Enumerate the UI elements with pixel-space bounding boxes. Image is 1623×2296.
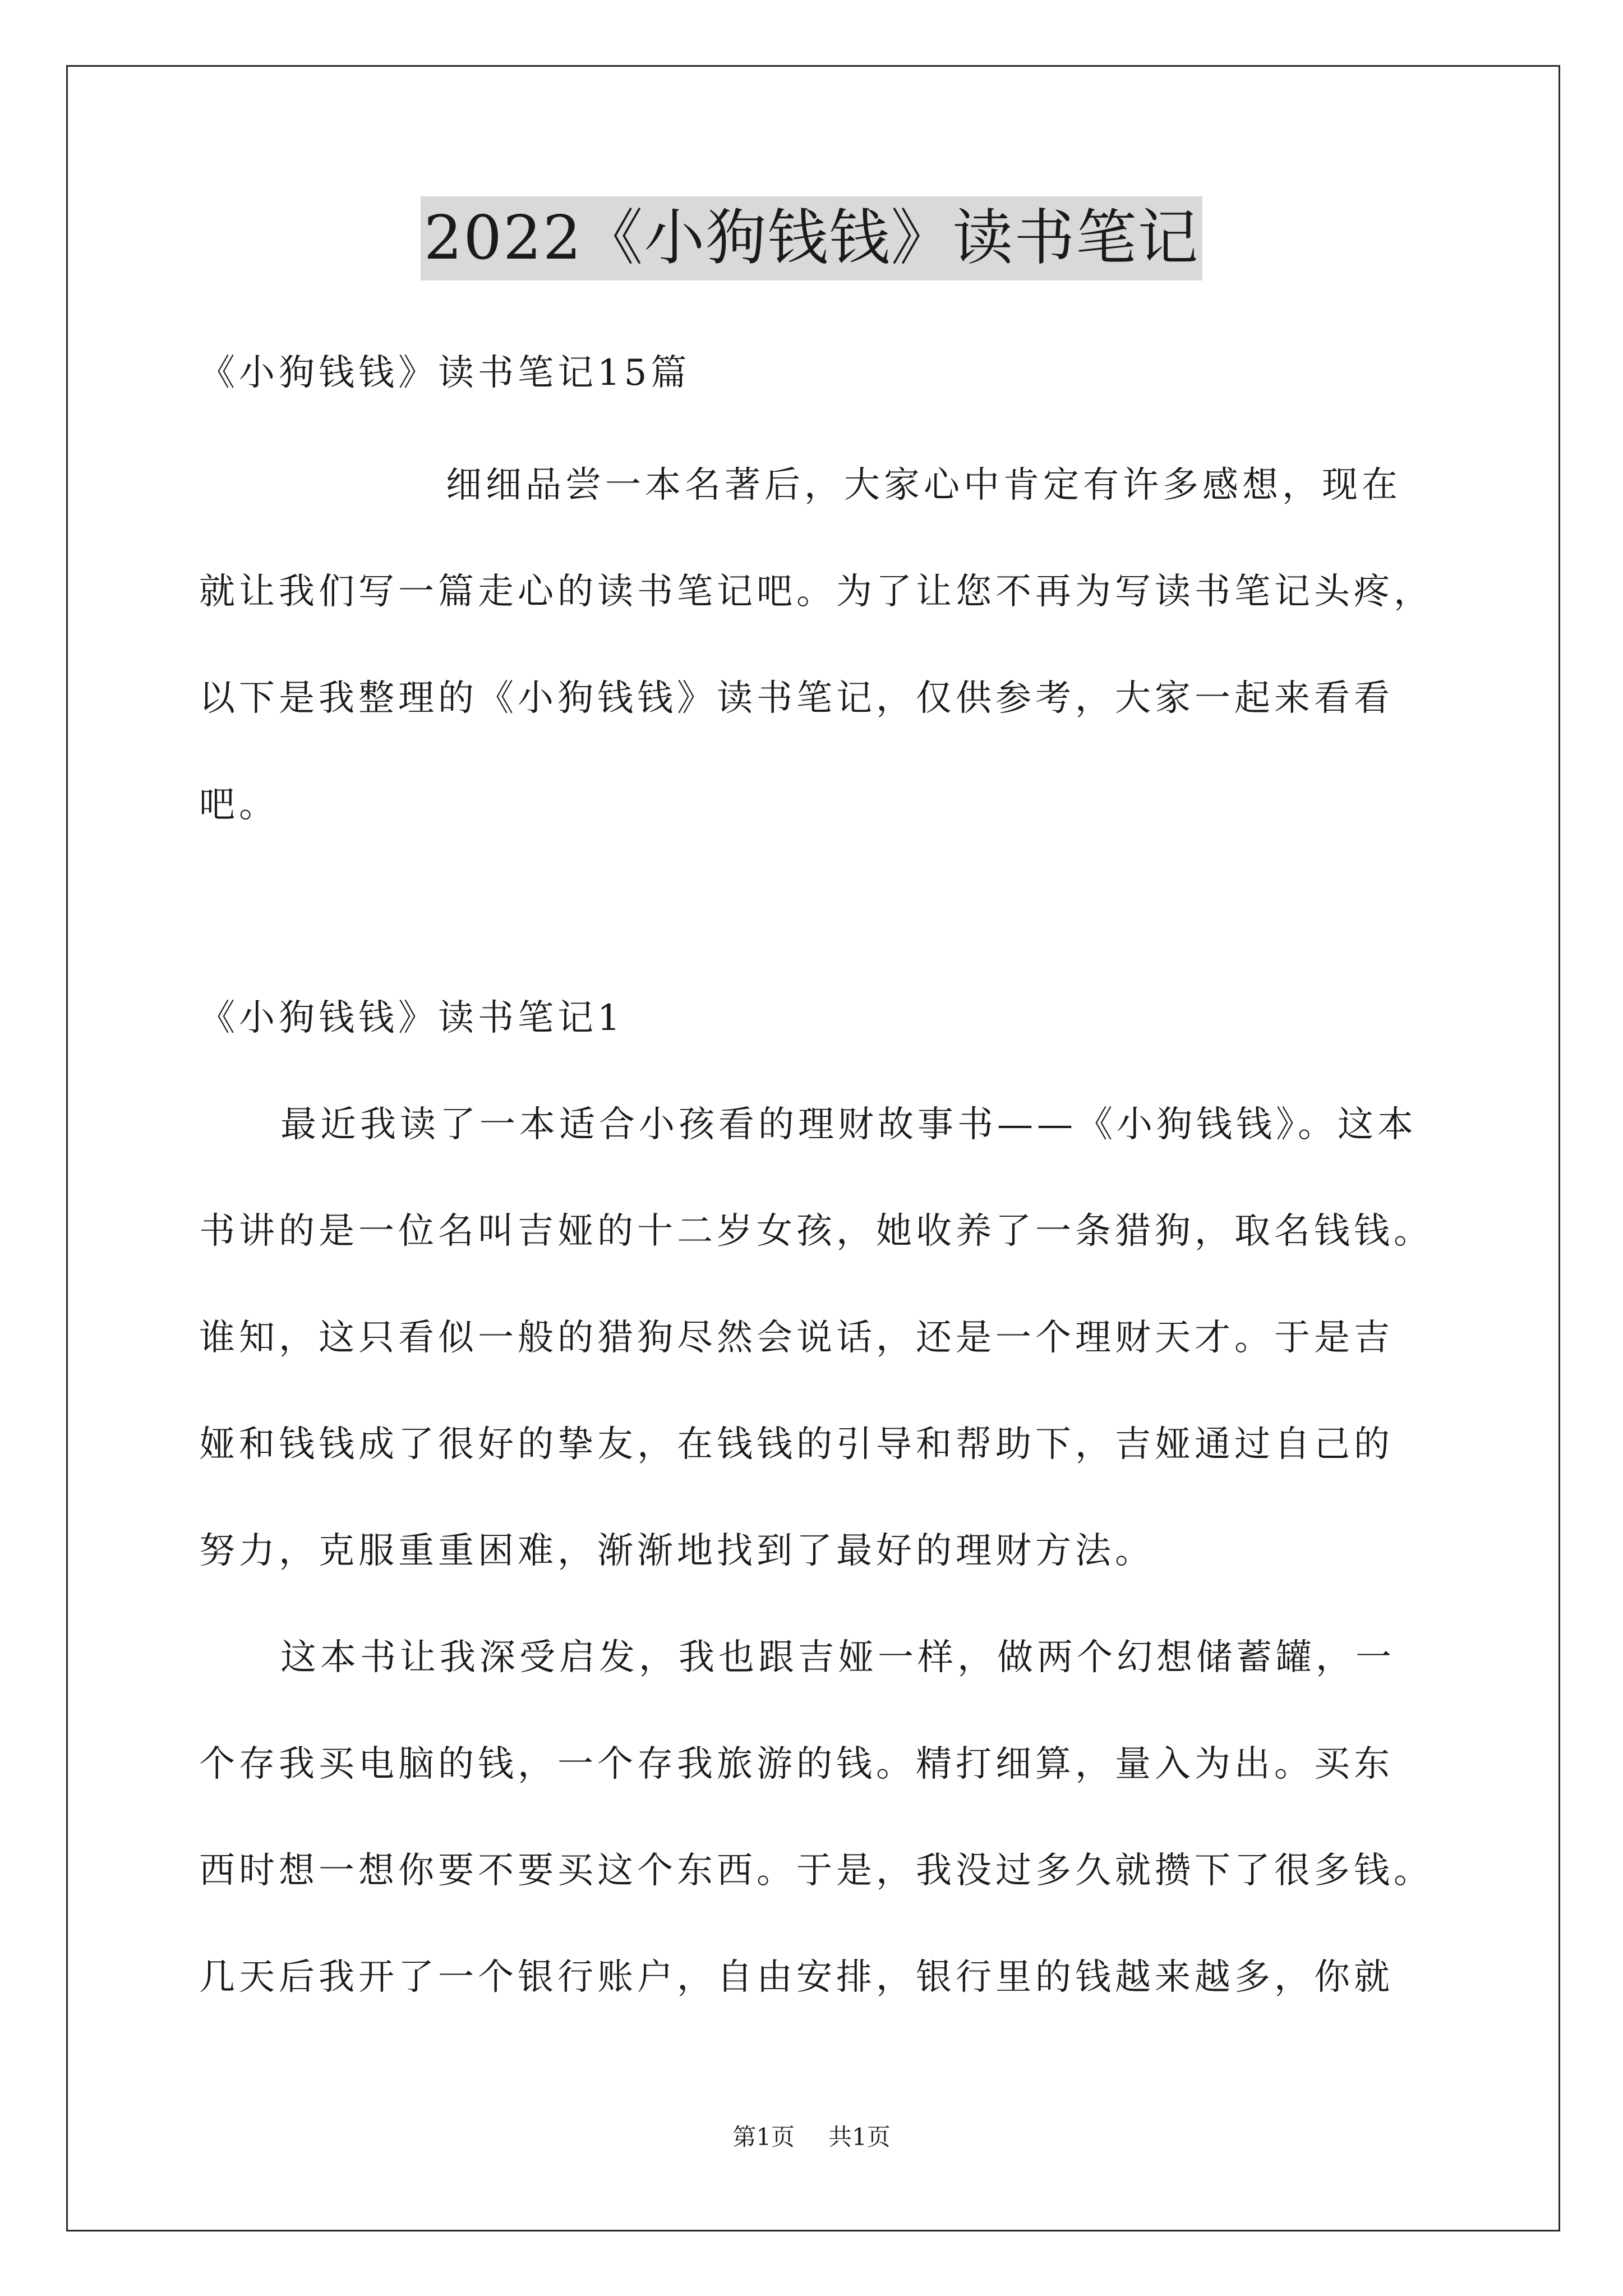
paragraph-line: 最近我读了一本适合小孩看的理财故事书——《小狗钱钱》。这本	[280, 1104, 1417, 1145]
document-title: 2022《小狗钱钱》读书笔记	[421, 196, 1203, 280]
paragraph-line: 西时想一想你要不要买这个东西。于是，我没过多久就攒下了很多钱。	[199, 1850, 1433, 1892]
intro-line: 吧。	[199, 784, 279, 826]
paragraph-line: 娅和钱钱成了很好的挚友，在钱钱的引导和帮助下，吉娅通过自己的	[199, 1424, 1394, 1465]
page-total: 共1页	[828, 2123, 891, 2151]
paragraph-line: 书讲的是一位名叫吉娅的十二岁女孩，她收养了一条猎狗，取名钱钱。	[199, 1211, 1433, 1252]
page-footer	[0, 2120, 1623, 2154]
paragraph-line: 几天后我开了一个银行账户，自由安排，银行里的钱越来越多，你就	[199, 1957, 1394, 1998]
paragraph-line: 谁知，这只看似一般的猎狗尽然会说话，还是一个理财天才。于是吉	[199, 1317, 1394, 1359]
intro-line: 就让我们写一篇走心的读书笔记吧。为了让您不再为写读书笔记头疼，	[199, 571, 1433, 613]
section-heading: 《小狗钱钱》读书笔记1	[199, 997, 624, 1039]
title-container	[0, 196, 1623, 280]
paragraph-line: 努力，克服重重困难，渐渐地找到了最好的理财方法。	[199, 1530, 1155, 1572]
document-subtitle: 《小狗钱钱》读书笔记15篇	[199, 352, 691, 394]
paragraph-line: 个存我买电脑的钱，一个存我旅游的钱。精打细算，量入为出。买东	[199, 1743, 1394, 1785]
intro-line: 细细品尝一本名著后，大家心中肯定有许多感想，现在	[446, 464, 1401, 506]
intro-line: 以下是我整理的《小狗钱钱》读书笔记，仅供参考，大家一起来看看	[199, 678, 1394, 719]
page-number: 第1页	[732, 2123, 795, 2151]
paragraph-line: 这本书让我深受启发，我也跟吉娅一样，做两个幻想储蓄罐，一	[280, 1637, 1395, 1678]
